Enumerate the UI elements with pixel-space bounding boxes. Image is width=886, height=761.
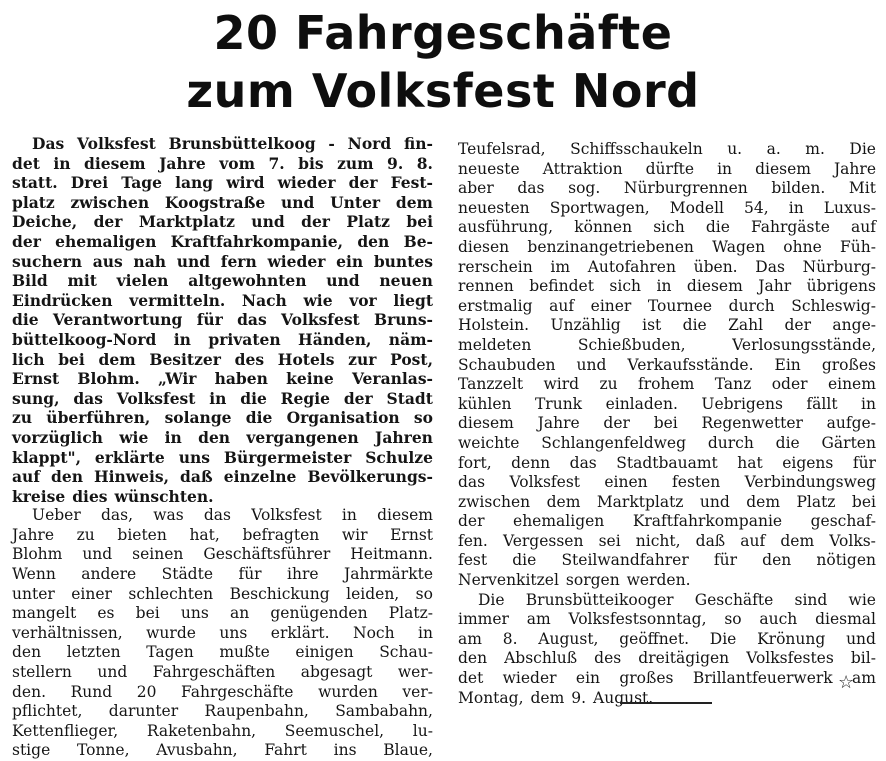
text-line: Jahre zu bieten hat, befragten wir Ernst — [12, 525, 433, 544]
continuation-paragraph — [458, 140, 876, 591]
text-line: rerschein im Autofahren üben. Das Nürburg- — [458, 257, 876, 276]
text-line: Bild mit vielen altgewohnten und neuen — [12, 271, 433, 291]
lead-paragraph — [12, 134, 433, 506]
text-line: zwischen dem Marktplatz und dem Platz bei — [458, 492, 876, 511]
text-line: pflichtet, darunter Raupenbahn, Sambabahn, — [12, 702, 433, 721]
headline-line-1: 20 Fahrgeschäfte — [213, 6, 673, 60]
text-line: stellern und Fahrgeschäften abgesagt wer- — [12, 663, 433, 682]
text-line: aber das sog. Nürburgrennen bilden. Mit — [458, 179, 876, 198]
text-line: Nervenkitzel sorgen werden. — [458, 571, 691, 590]
text-line: fen. Vergessen sei nicht, daß auf dem Volks- — [458, 531, 876, 550]
text-line: Ernst Blohm. „Wir haben keine Veranlas- — [12, 369, 433, 389]
text-line: neueste Attraktion dürfte in diesem Jahre — [458, 159, 876, 178]
text-line: Kettenflieger, Raketenbahn, Seemuschel, lu- — [12, 721, 433, 740]
text-line: weichte Schlangenfeldweg durch die Gärten — [458, 433, 876, 452]
text-line: ausführung, können sich die Fahrgäste auf — [458, 218, 876, 237]
text-line: Deiche, der Marktplatz und der Platz bei — [12, 212, 433, 232]
end-star-icon: ☆ — [838, 672, 855, 693]
text-line: Tanzzelt wird zu frohem Tanz oder einem — [458, 375, 876, 394]
end-rule — [620, 702, 712, 704]
text-line: lich bei dem Besitzer des Hotels zur Post, — [12, 349, 433, 369]
text-line: Wenn andere Städte für ihre Jahrmärkte — [12, 565, 433, 584]
text-line: diesem Jahre der bei Regenwetter aufge- — [458, 414, 876, 433]
text-line: immer am Volksfestsonntag, so auch diesmal — [458, 610, 876, 629]
text-line: Blohm und seinen Geschäftsführer Heitmann. — [12, 545, 433, 564]
text-line: den letzten Tagen mußte einigen Schau- — [12, 643, 433, 662]
left-column — [12, 134, 433, 761]
text-line: Das Volksfest Brunsbüttelkoog - Nord fin- — [32, 134, 433, 153]
text-line: neuesten Sportwagen, Modell 54, in Luxus- — [458, 198, 876, 217]
text-line: rennen befindet sich in diesem Jahr übrigens — [458, 277, 876, 296]
text-line: Eindrücken vermitteln. Nach wie vor liegt — [12, 290, 433, 310]
text-line: det wieder ein großes Brillantfeuerwerk am — [458, 669, 876, 688]
text-line: am 8. August, geöffnet. Die Krönung und — [458, 629, 876, 648]
text-line: büttelkoog-Nord in privaten Händen, näm- — [12, 329, 433, 349]
headline-line-2: zum Volksfest Nord — [186, 64, 700, 118]
text-line: den. Rund 20 Fahrgeschäfte wurden ver- — [12, 682, 433, 701]
text-line: Ueber das, was das Volksfest in diesem — [32, 506, 433, 525]
text-line: den Abschluß des dreitägigen Volksfestes bil- — [458, 649, 876, 668]
text-line: das Volksfest einen festen Verbindungsweg — [458, 473, 876, 492]
body-paragraph — [12, 506, 433, 761]
text-line: stige Tonne, Avusbahn, Fahrt ins Blaue, — [12, 741, 433, 760]
text-line: fest die Steilwandfahrer für den nötigen — [458, 551, 876, 570]
text-line: vorzüglich wie in den vergangenen Jahren — [12, 427, 433, 447]
text-line: diesen benzinangetriebenen Wagen ohne Füh- — [458, 237, 876, 256]
text-line: Montag, dem 9. August. — [458, 688, 654, 707]
text-line: der ehemaligen Kraftfahrkompanie geschaf- — [458, 512, 876, 531]
text-line: Schaubuden und Verkaufsstände. Ein großes — [458, 355, 876, 374]
text-line: platz zwischen Koogstraße und Unter dem — [12, 192, 433, 212]
text-line: erstmalig auf einer Tournee durch Schleswig- — [458, 296, 876, 315]
text-line: Holstein. Unzählig ist die Zahl der ange- — [458, 316, 876, 335]
text-line: verhältnissen, wurde uns erklärt. Noch in — [12, 623, 433, 642]
text-line: suchern aus nah und fern wieder ein buntes — [12, 251, 433, 271]
text-line: klappt", erklärte uns Bürgermeister Schulze — [12, 447, 433, 467]
text-line: fort, denn das Stadtbauamt hat eigens für — [458, 453, 876, 472]
text-line: kühlen Trunk einladen. Uebrigens fällt in — [458, 394, 876, 413]
text-line: sung, das Volksfest in die Regie der Stadt — [12, 388, 433, 408]
closing-paragraph — [458, 591, 876, 709]
text-line: die Verantwortung für das Volksfest Bruns- — [12, 310, 433, 330]
text-line: Teufelsrad, Schiffsschaukeln u. a. m. Die — [458, 140, 876, 158]
right-column — [458, 140, 876, 708]
text-line: unter einer schlechten Beschickung leiden, so — [12, 584, 433, 603]
text-line: auf den Hinweis, daß einzelne Bevölkerungs- — [12, 467, 433, 487]
text-line: kreise dies wünschten. — [12, 486, 214, 506]
text-line: der ehemaligen Kraftfahrkompanie, den Be- — [12, 231, 433, 251]
text-line: meldeten Schießbuden, Verlosungsstände, — [458, 335, 876, 354]
text-line: Die Brunsbütteikooger Geschäfte sind wie — [478, 590, 876, 609]
text-line: det in diesem Jahre vom 7. bis zum 9. 8. — [12, 153, 433, 173]
text-line: mangelt es bei uns an genügenden Platz- — [12, 604, 433, 623]
text-line: zu überführen, solange die Organisation so — [12, 408, 433, 428]
text-line: statt. Drei Tage lang wird wieder der Fest- — [12, 173, 433, 193]
headline — [0, 4, 886, 120]
